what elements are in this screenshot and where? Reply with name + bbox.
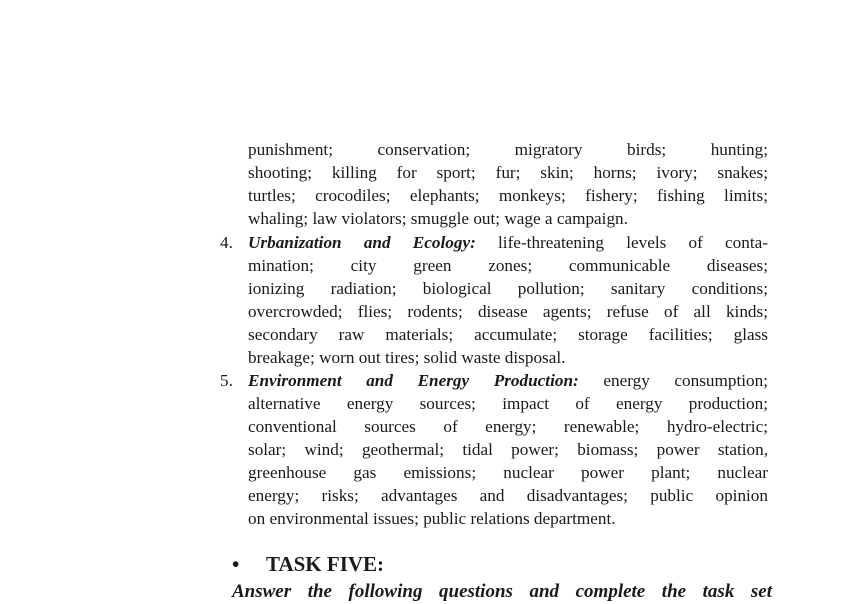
- task-title: TASK FIVE:: [266, 552, 385, 576]
- text-line: breakage; worn out tires; solid waste disposal.: [248, 348, 566, 367]
- bullet-icon: •: [232, 552, 240, 576]
- list-number: 5.: [220, 371, 233, 390]
- text-line: on environmental issues; public relations department.: [248, 509, 616, 528]
- text-line: mination; city green zones; communicable diseases;: [248, 256, 768, 275]
- text-line: secondary raw materials; accumulate; storage facilities; glass: [248, 325, 768, 344]
- task-heading: [232, 551, 384, 577]
- text-line: ionizing radiation; biological pollution; sanitary conditions;: [248, 279, 768, 298]
- text-line: [248, 231, 768, 254]
- text-line: energy; risks; advantages and disadvantages; public opinion: [248, 486, 768, 505]
- text-line: turtles; crocodiles; elephants; monkeys; fishery; fishing limits;: [248, 186, 768, 205]
- text-fragment: life-threatening levels of conta-: [475, 233, 768, 252]
- text-line: overcrowded; flies; rodents; disease agents; refuse of all kinds;: [248, 302, 768, 321]
- vocabulary-continuation: [248, 138, 768, 230]
- text-line: alternative energy sources; impact of energy production;: [248, 394, 768, 413]
- list-item-energy: [220, 369, 768, 530]
- text-line: solar; wind; geothermal; tidal power; biomass; power station,: [248, 440, 768, 459]
- text-line: shooting; killing for sport; fur; skin; horns; ivory; snakes;: [248, 163, 768, 182]
- item-heading: Environment and Energy Production:: [248, 371, 579, 390]
- list-number: 4.: [220, 233, 233, 252]
- text-line: greenhouse gas emissions; nuclear power plant; nuclear: [248, 463, 768, 482]
- text-fragment: energy consumption;: [578, 371, 768, 390]
- list-item-urbanization: [220, 231, 768, 369]
- text-line: whaling; law violators; smuggle out; wage a campaign.: [248, 209, 628, 228]
- text-line: [248, 369, 768, 392]
- text-line: conventional sources of energy; renewable; hydro-electric;: [248, 417, 768, 436]
- task-instruction: Answer the following questions and complete the task set: [232, 581, 772, 602]
- text-line: punishment; conservation; migratory birds; hunting;: [248, 140, 768, 159]
- item-heading: Urbanization and Ecology:: [248, 233, 476, 252]
